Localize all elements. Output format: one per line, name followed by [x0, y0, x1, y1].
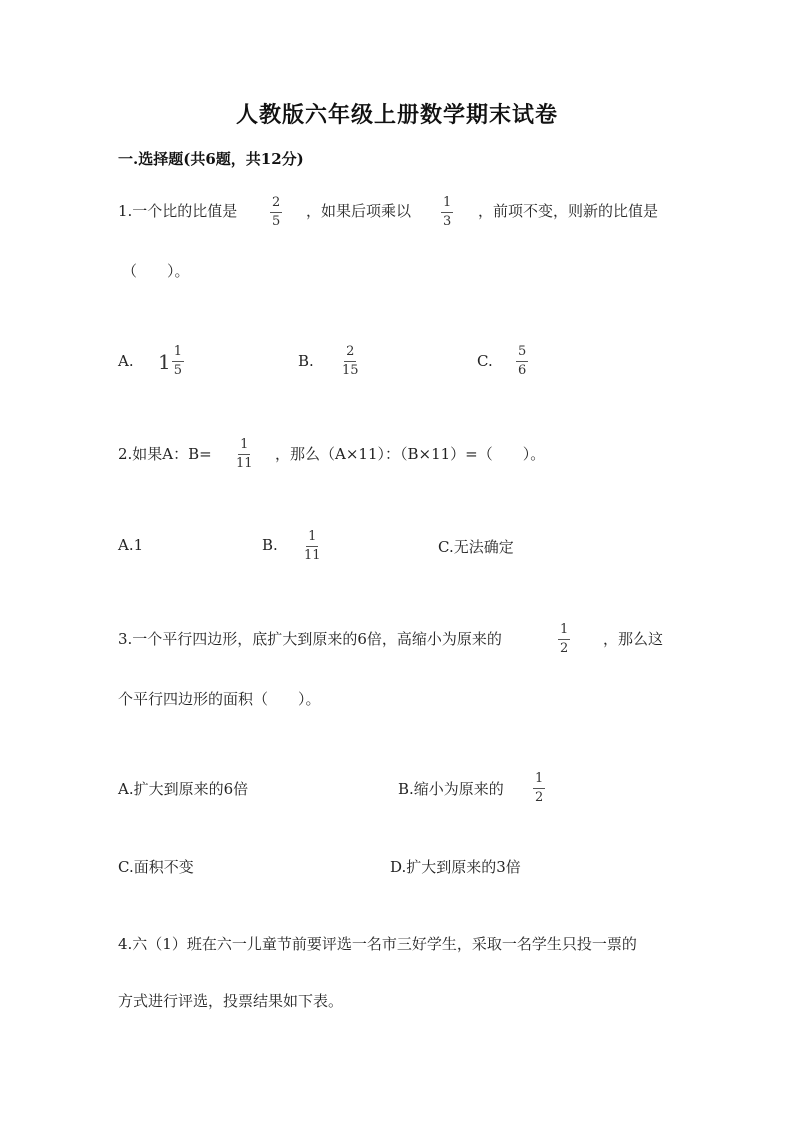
q3-option-c: C.面积不变	[118, 858, 194, 876]
q2-option-a: A.1	[118, 536, 144, 554]
q1-option-a-whole: 1	[158, 349, 171, 374]
q2-fraction-1	[234, 438, 255, 471]
q1-option-a-den: 5	[173, 363, 183, 378]
q1-text-a: 1.一个比的比值是	[118, 202, 238, 220]
q2-option-b-value	[302, 530, 323, 563]
q2-fraction-1-den: 11	[236, 456, 253, 471]
q1-text-b: ，如果后项乘以	[306, 202, 412, 220]
q1-option-a-num: 1	[172, 345, 184, 362]
q1-option-b-label: B.	[298, 352, 314, 370]
q1-fraction-2	[441, 196, 453, 229]
q1-option-c-value	[516, 345, 528, 378]
q1-text-c: ，前项不变，则新的比值是	[478, 202, 659, 220]
q1-text-d: （ ）。	[122, 262, 190, 280]
q2-option-b-label: B.	[262, 536, 278, 554]
q1-option-c-num: 5	[516, 345, 528, 362]
q3-fraction-1-num: 1	[558, 623, 570, 640]
q3-text-c: 个平行四边形的面积（ ）。	[118, 690, 321, 708]
q3-option-b-text: B.缩小为原来的	[398, 780, 504, 798]
q1-option-b-value	[340, 345, 361, 378]
q3-option-b-num: 1	[533, 772, 545, 789]
page-title: 人教版六年级上册数学期末试卷	[235, 102, 558, 128]
q4-text-b: 方式进行评选，投票结果如下表。	[118, 992, 344, 1010]
q3-text-a: 3.一个平行四边形，底扩大到原来的6倍，高缩小为原来的	[118, 630, 502, 648]
q3-option-a: A.扩大到原来的6倍	[118, 780, 249, 798]
q4-text-a: 4.六（1）班在六一儿童节前要评选一名市三好学生，采取一名学生只投一票的	[118, 935, 637, 953]
q3-option-b-den: 2	[535, 790, 544, 805]
q2-fraction-1-num: 1	[238, 438, 250, 455]
q1-fraction-2-num: 1	[441, 196, 453, 213]
q3-text-b: ，那么这	[603, 630, 664, 648]
q2-option-c: C.无法确定	[438, 538, 514, 556]
q1-option-b-num: 2	[344, 345, 356, 362]
q1-option-c-label: C.	[477, 352, 493, 370]
q1-option-c-den: 6	[518, 363, 527, 378]
q1-option-a-label: A.	[118, 352, 134, 370]
q1-fraction-1	[270, 196, 282, 229]
q1-option-b-den: 15	[342, 363, 359, 378]
q1-fraction-2-den: 3	[443, 214, 452, 229]
q3-fraction-1	[558, 623, 570, 656]
q1-fraction-1-num: 2	[270, 196, 282, 213]
q2-text-a: 2.如果A：B=	[118, 445, 212, 463]
section-heading: 一.选择题(共6题，共12分)	[118, 150, 304, 168]
q2-text-b: ，那么（A×11）：（B×11）=（ ）。	[275, 445, 546, 463]
q2-option-b-den: 11	[304, 548, 321, 563]
q3-option-b-value	[533, 772, 545, 805]
q3-option-d: D.扩大到原来的3倍	[390, 858, 521, 876]
q2-option-b-num: 1	[306, 530, 318, 547]
q3-fraction-1-den: 2	[560, 641, 569, 656]
q1-option-a-value	[158, 345, 184, 378]
q1-fraction-1-den: 5	[272, 214, 281, 229]
